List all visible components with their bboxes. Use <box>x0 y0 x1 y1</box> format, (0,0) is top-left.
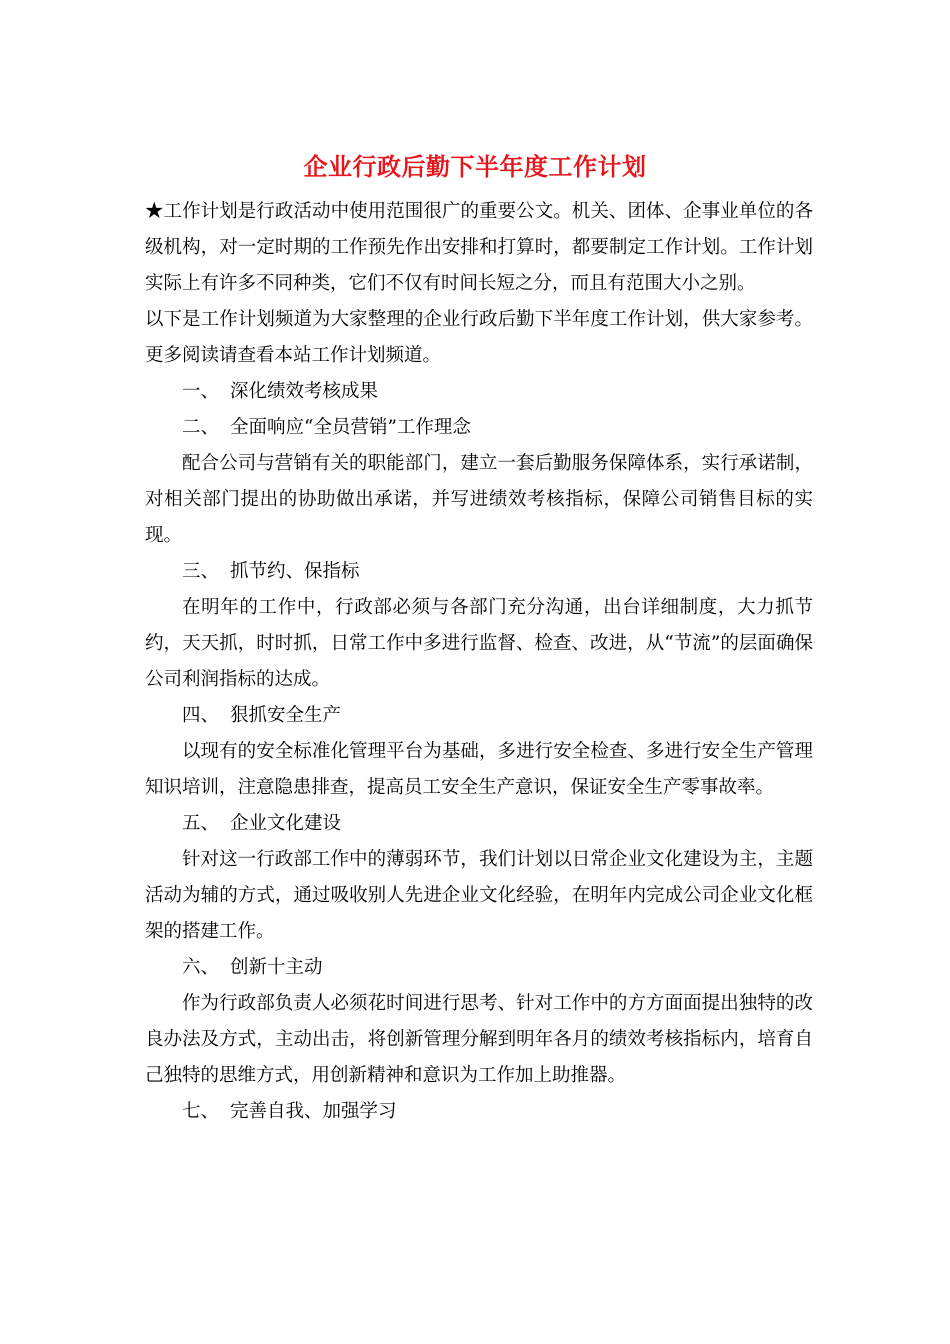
section-heading-text: 创新十主动 <box>230 957 323 978</box>
section-heading-text: 抓节约、保指标 <box>230 561 360 582</box>
section-heading <box>145 1094 813 1130</box>
section-heading <box>145 410 813 446</box>
intro-paragraph: ★工作计划是行政活动中使用范围很广的重要公文。机关、团体、企事业单位的各级机构，对一定时期的工作预先作出安排和打算时，都要制定工作计划。工作计划实际上有许多不同种类，它们不仅有时间长短之分，而且有范围大小之别。 <box>145 201 813 294</box>
intro-paragraph: 以下是工作计划频道为大家整理的企业行政后勤下半年度工作计划，供大家参考。更多阅读请查看本站工作计划频道。 <box>145 309 813 366</box>
section-heading <box>145 374 813 410</box>
document-body <box>145 194 813 1130</box>
section-heading-text: 完善自我、加强学习 <box>230 1101 397 1122</box>
section-paragraph: 在明年的工作中，行政部必须与各部门充分沟通，出台详细制度，大力抓节约，天天抓，时时抓，日常工作中多进行监督、检查、改进，从“节流”的层面确保公司利润指标的达成。 <box>145 597 813 690</box>
section-paragraph: 配合公司与营销有关的职能部门，建立一套后勤服务保障体系，实行承诺制，对相关部门提出的协助做出承诺，并写进绩效考核指标，保障公司销售目标的实现。 <box>145 453 813 546</box>
section-heading-text: 企业文化建设 <box>230 813 342 834</box>
section-heading-text: 全面响应“全员营销”工作理念 <box>230 417 471 438</box>
section-number: 二、 <box>182 417 220 438</box>
section-heading <box>145 554 813 590</box>
document-title: 企业行政后勤下半年度工作计划 <box>303 152 647 181</box>
section-paragraph: 作为行政部负责人必须花时间进行思考、针对工作中的方方面面提出独特的改良办法及方式，主动出击，将创新管理分解到明年各月的绩效考核指标内，培育自己独特的思维方式，用创新精神和意识为工作加上助推器。 <box>145 993 813 1086</box>
section-heading <box>145 806 813 842</box>
section-number: 六、 <box>182 957 220 978</box>
section-number: 四、 <box>182 705 220 726</box>
section-number: 五、 <box>182 813 220 834</box>
section-heading-text: 狠抓安全生产 <box>230 705 342 726</box>
section-heading <box>145 698 813 734</box>
section-paragraph: 针对这一行政部工作中的薄弱环节，我们计划以日常企业文化建设为主，主题活动为辅的方式，通过吸收别人先进企业文化经验，在明年内完成公司企业文化框架的搭建工作。 <box>145 849 813 942</box>
section-number: 七、 <box>182 1101 220 1122</box>
section-heading-text: 深化绩效考核成果 <box>230 381 379 402</box>
section-number: 一、 <box>182 381 220 402</box>
section-number: 三、 <box>182 561 220 582</box>
section-paragraph: 以现有的安全标准化管理平台为基础，多进行安全检查、多进行安全生产管理知识培训，注意隐患排查，提高员工安全生产意识，保证安全生产零事故率。 <box>145 741 813 798</box>
section-heading <box>145 950 813 986</box>
